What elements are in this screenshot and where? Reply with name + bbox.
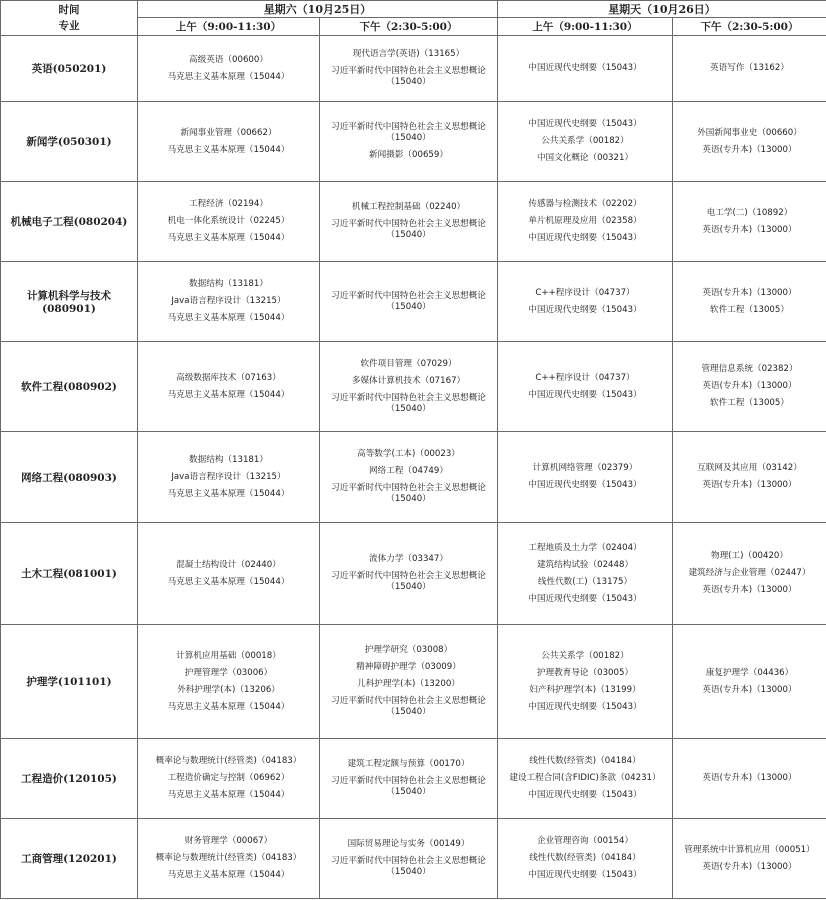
course-item: 中国近现代史纲要（15043） [528, 304, 642, 315]
slot-header-sun-am: 上午（9:00-11:30） [498, 18, 673, 36]
schedule-cell-sun-pm [673, 342, 826, 432]
course-item: 习近平新时代中国特色社会主义思想概论（15040） [331, 66, 486, 87]
schedule-cell-sun-pm [673, 262, 826, 342]
course-item: 中国近现代史纲要（15043） [528, 701, 642, 712]
course-item: 马克思主义基本原理（15044） [167, 233, 290, 243]
course-item: 习近平新时代中国特色社会主义思想概论（15040） [331, 392, 486, 414]
table-row [1, 819, 826, 899]
schedule-cell-sat-pm [320, 739, 498, 819]
course-item: 习近平新时代中国特色社会主义思想概论（15040） [331, 856, 486, 877]
course-item: 机械工程控制基础（02240） [351, 202, 466, 212]
schedule-cell-sat-pm [320, 432, 498, 523]
major-name-cell: 计算机科学与技术(080901) [1, 262, 138, 342]
table-row [1, 523, 826, 625]
course-item: 马克思主义基本原理（15044） [167, 870, 290, 880]
course-item: 高级英语（00600） [189, 54, 268, 65]
major-name-cell: 机械电子工程(080204) [1, 182, 138, 262]
course-item: 新闻事业管理（00662） [180, 127, 277, 138]
course-item: 管理系统中计算机应用（00051） [684, 844, 815, 855]
course-item: 建筑结构试验（02448） [536, 559, 634, 570]
course-item: 习近平新时代中国特色社会主义思想概论（15040） [331, 696, 486, 717]
course-item: 网络工程（04749） [369, 466, 448, 476]
course-item: 机电一体化系统设计（02245） [167, 216, 290, 226]
course-item: 英语(专升本)（13000） [702, 381, 797, 391]
schedule-cell-sat-pm [320, 182, 498, 262]
course-item: 高级数据库技术（07163） [176, 372, 281, 383]
table-row [1, 625, 826, 739]
course-item: 习近平新时代中国特色社会主义思想概论（15040） [331, 483, 486, 504]
schedule-cell-sat-am [138, 342, 320, 432]
course-item: 建筑经济与企业管理（02447） [688, 568, 811, 578]
schedule-cell-sun-am [498, 739, 673, 819]
course-item: 软件项目管理（07029） [360, 358, 457, 369]
course-item: 工程经济（02194） [189, 199, 268, 209]
course-item: 电工学(二)（10892） [706, 207, 793, 218]
course-item: 护理学研究（03008） [364, 645, 453, 655]
schedule-cell-sat-pm [320, 36, 498, 102]
schedule-cell-sun-am [498, 36, 673, 102]
schedule-cell-sat-am [138, 819, 320, 899]
slot-header-sun-pm: 下午（2:30-5:00） [673, 18, 826, 36]
major-name-cell: 土木工程(081001) [1, 523, 138, 625]
course-item: 公共关系学（00182） [541, 136, 629, 146]
schedule-cell-sun-am [498, 182, 673, 262]
course-item: 马克思主义基本原理（15044） [167, 313, 290, 323]
course-item: 软件工程（13005） [710, 304, 789, 315]
course-item: 现代语言学(英语)（13165） [352, 49, 465, 59]
schedule-cell-sat-am [138, 102, 320, 182]
day-header-saturday: 星期六（10月25日） [138, 1, 498, 18]
course-item: 精神障碍护理学（03009） [356, 662, 461, 672]
table-row [1, 342, 826, 432]
course-item: 马克思主义基本原理（15044） [167, 71, 290, 82]
course-item: 马克思主义基本原理（15044） [167, 488, 290, 499]
course-item: 工程造价确定与控制（06962） [167, 773, 290, 783]
course-item: 英语(专升本)（13000） [702, 480, 797, 490]
course-item: 中国近现代史纲要（15043） [528, 63, 642, 73]
table-row [1, 432, 826, 523]
schedule-cell-sat-pm [320, 523, 498, 625]
schedule-cell-sun-pm [673, 36, 826, 102]
course-item: 儿科护理学(本)（13200） [357, 679, 460, 689]
schedule-cell-sun-am [498, 819, 673, 899]
course-item: 马克思主义基本原理（15044） [167, 576, 290, 587]
schedule-cell-sun-pm [673, 625, 826, 739]
table-row [1, 262, 826, 342]
major-name-cell: 英语(050201) [1, 36, 138, 102]
course-item: 企业管理咨询（00154） [536, 836, 634, 846]
schedule-cell-sun-pm [673, 182, 826, 262]
course-item: 物理(工)（00420） [710, 551, 788, 561]
course-item: 新闻摄影（00659） [369, 150, 448, 160]
course-item: 中国近现代史纲要（15043） [528, 790, 642, 800]
course-item: 习近平新时代中国特色社会主义思想概论（15040） [331, 776, 486, 797]
course-item: 建设工程合同(含FIDIC)条款（04231） [509, 773, 661, 783]
schedule-cell-sun-am [498, 523, 673, 625]
schedule-cell-sat-am [138, 739, 320, 819]
course-item: 妇产科护理学(本)（13199） [529, 684, 641, 695]
schedule-cell-sun-pm [673, 432, 826, 523]
course-item: 国际贸易理论与实务（00149） [347, 839, 470, 849]
schedule-cell-sun-pm [673, 739, 826, 819]
course-item: 中国近现代史纲要（15043） [528, 233, 642, 243]
course-item: C++程序设计（04737） [535, 372, 635, 383]
course-item: 外科护理学(本)（13206） [177, 684, 280, 695]
course-item: 线性代数(工)（13175） [537, 576, 633, 587]
course-item: 多媒体计算机技术（07167） [351, 375, 466, 386]
course-item: 单片机原理及应用（02358） [528, 216, 642, 226]
schedule-cell-sat-am [138, 36, 320, 102]
corner-time-label: 时间 [58, 4, 80, 16]
course-item: 中国近现代史纲要（15043） [528, 593, 642, 604]
table-row [1, 102, 826, 182]
course-item: C++程序设计（04737） [535, 287, 635, 298]
day-header-sunday: 星期天（10月26日） [498, 1, 826, 18]
schedule-cell-sun-pm [673, 523, 826, 625]
schedule-cell-sat-pm [320, 819, 498, 899]
course-item: 中国文化概论（00321） [536, 153, 634, 163]
slot-header-sat-pm: 下午（2:30-5:00） [320, 18, 498, 36]
course-item: 计算机应用基础（00018） [176, 650, 281, 661]
course-item: 概率论与数理统计(经管类)（04183） [155, 853, 302, 863]
schedule-cell-sat-pm [320, 262, 498, 342]
course-item: 工程地质及土力学（02404） [528, 542, 642, 553]
course-item: 护理教育导论（03005） [536, 667, 634, 678]
major-name-cell: 网络工程(080903) [1, 432, 138, 523]
course-item: 线性代数(经管类)（04184） [529, 853, 641, 863]
schedule-cell-sun-am [498, 342, 673, 432]
course-item: 英语(专升本)（13000） [702, 224, 797, 235]
schedule-cell-sun-am [498, 102, 673, 182]
course-item: 财务管理学（00067） [184, 836, 273, 846]
course-item: 线性代数(经管类)（04184） [529, 756, 641, 766]
course-item: 高等数学(工本)（00023） [357, 449, 460, 459]
course-item: 建筑工程定额与预算（00170） [347, 759, 470, 769]
course-item: 计算机网络管理（02379） [532, 463, 638, 473]
course-item: 习近平新时代中国特色社会主义思想概论（15040） [331, 219, 486, 240]
corner-header-cell [1, 1, 138, 36]
major-name-cell: 软件工程(080902) [1, 342, 138, 432]
corner-major-label: 专业 [58, 20, 80, 32]
course-item: 英语(专升本)（13000） [702, 684, 797, 695]
schedule-cell-sun-pm [673, 102, 826, 182]
schedule-cell-sat-pm [320, 342, 498, 432]
course-item: 中国近现代史纲要（15043） [528, 870, 642, 880]
table-row [1, 739, 826, 819]
course-item: 习近平新时代中国特色社会主义思想概论（15040） [331, 571, 486, 592]
major-name-cell: 工程造价(120105) [1, 739, 138, 819]
table-row [1, 36, 826, 102]
schedule-cell-sat-am [138, 182, 320, 262]
schedule-cell-sat-am [138, 523, 320, 625]
course-item: Java语言程序设计（13215） [171, 471, 286, 482]
course-item: 康复护理学（04436） [705, 667, 794, 678]
course-item: 英语(专升本)（13000） [702, 144, 797, 155]
schedule-cell-sun-am [498, 432, 673, 523]
course-item: 互联网及其应用（03142） [697, 463, 802, 473]
course-item: 外国新闻事业史（00660） [697, 127, 802, 138]
course-item: 中国近现代史纲要（15043） [528, 119, 642, 129]
course-item: 数据结构（13181） [189, 454, 268, 465]
course-item: 英语(专升本)（13000） [702, 585, 797, 595]
course-item: 马克思主义基本原理（15044） [167, 389, 290, 400]
schedule-cell-sat-am [138, 262, 320, 342]
course-item: 混凝土结构设计（02440） [176, 559, 281, 570]
course-item: Java语言程序设计（13215） [171, 296, 286, 306]
schedule-cell-sat-am [138, 432, 320, 523]
slot-header-sat-am: 上午（9:00-11:30） [138, 18, 320, 36]
schedule-body [1, 36, 826, 899]
course-item: 英语(专升本)（13000） [702, 287, 797, 298]
course-item: 中国近现代史纲要（15043） [528, 480, 642, 490]
course-item: 数据结构（13181） [189, 279, 268, 289]
schedule-cell-sun-am [498, 262, 673, 342]
schedule-cell-sat-pm [320, 625, 498, 739]
course-item: 概率论与数理统计(经管类)（04183） [155, 756, 302, 766]
course-item: 管理信息系统（02382） [701, 364, 798, 374]
course-item: 习近平新时代中国特色社会主义思想概论（15040） [331, 122, 486, 143]
course-item: 传感器与检测技术（02202） [528, 199, 642, 209]
course-item: 护理管理学（03006） [184, 667, 273, 678]
major-name-cell: 护理学(101101) [1, 625, 138, 739]
schedule-cell-sat-am [138, 625, 320, 739]
schedule-header [1, 1, 826, 36]
course-item: 马克思主义基本原理（15044） [167, 701, 290, 712]
course-item: 英语(专升本)（13000） [702, 861, 797, 872]
schedule-cell-sat-pm [320, 102, 498, 182]
major-name-cell: 新闻学(050301) [1, 102, 138, 182]
course-item: 中国近现代史纲要（15043） [528, 389, 642, 400]
course-item: 公共关系学（00182） [541, 650, 629, 661]
course-item: 马克思主义基本原理（15044） [167, 790, 290, 800]
schedule-cell-sun-am [498, 625, 673, 739]
course-item: 软件工程（13005） [710, 398, 789, 408]
course-item: 流体力学（03347） [369, 554, 448, 564]
table-row [1, 182, 826, 262]
course-item: 马克思主义基本原理（15044） [167, 144, 290, 155]
schedule-cell-sun-pm [673, 819, 826, 899]
course-item: 英语(专升本)（13000） [702, 773, 797, 783]
major-name-cell: 工商管理(120201) [1, 819, 138, 899]
course-item: 习近平新时代中国特色社会主义思想概论（15040） [331, 290, 486, 312]
course-item: 英语写作（13162） [710, 63, 789, 73]
